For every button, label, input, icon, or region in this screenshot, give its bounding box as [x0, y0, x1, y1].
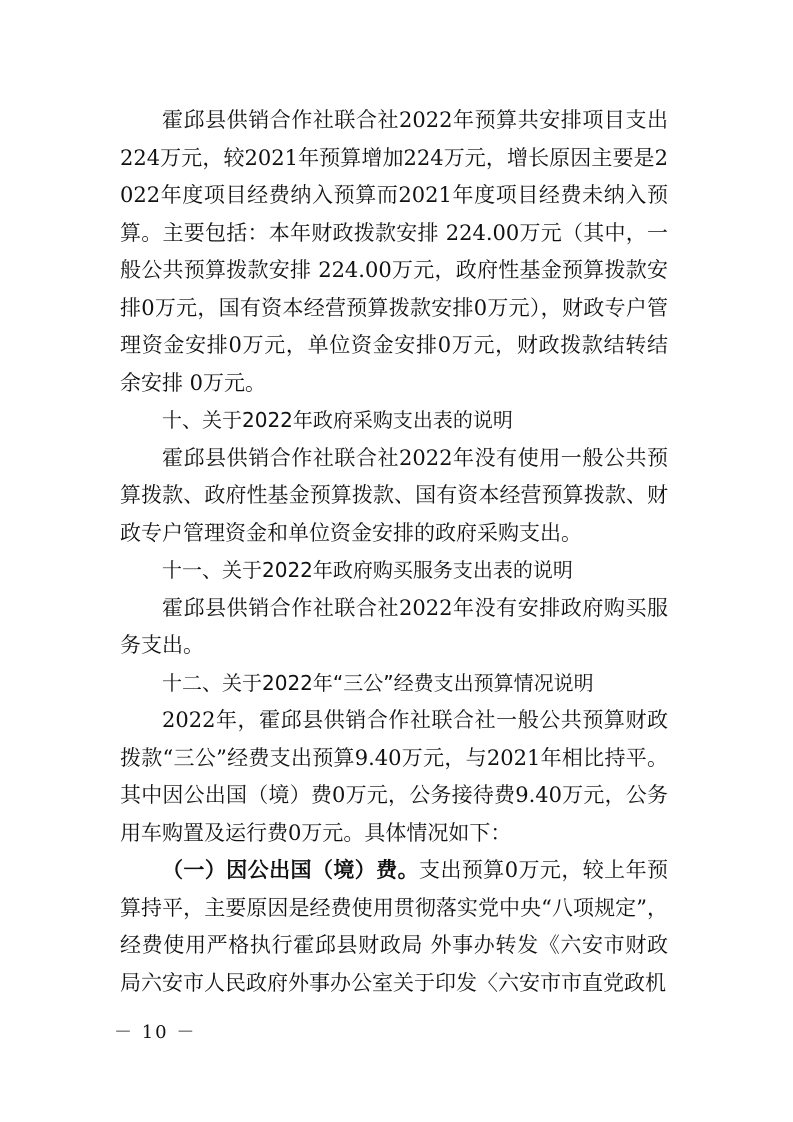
heading-section-10: 十、关于2022年政府采购支出表的说明 [162, 408, 513, 432]
paragraph-project-expenditure: 霍邱县供销合作社联合社2022年预算共安排项目支出224万元，较2021年预算增加224万元，增长原因主要是2022年度项目经费纳入预算而2021年度项目经费未纳入预算。主要包括：本年财政拨款安排 224.00万元（其中，一般公共预算拨款安排 224.00万元，政府性基金预算拨款安排0万元，国有资本经营预算拨款安排0万元），财政专户管理资金安排0万元，单位资金安排0万元，财政拨款结转结余安排 0万元。 [120, 108, 668, 395]
paragraph-service-purchase: 霍邱县供销合作社联合社2022年没有安排政府购买服务支出。 [120, 595, 668, 657]
page-number: － 10 － [114, 1022, 197, 1043]
document-body [120, 102, 668, 1002]
overseas-travel-body: 支出预算0万元，较上年预算持平，主要原因是经费使用贯彻落实党中央“八项规定”，经费使用严格执行霍邱县财政局 外事办转发《六安市财政局六安市人民政府外事办公室关于印发〈六安市市直党政机 [120, 858, 668, 995]
heading-section-12: 十二、关于2022年“三公”经费支出预算情况说明 [162, 670, 594, 695]
overseas-travel-lead: （一）因公出国（境）费。 [162, 858, 420, 882]
heading-section-11: 十一、关于2022年政府购买服务支出表的说明 [162, 558, 573, 582]
paragraph-three-public-expenses: 2022年，霍邱县供销合作社联合社一般公共预算财政拨款“三公”经费支出预算9.40万元，与2021年相比持平。其中因公出国（境）费0万元，公务接待费9.40万元，公务用车购置及运行费0万元。具体情况如下： [120, 708, 668, 845]
paragraph-procurement: 霍邱县供销合作社联合社2022年没有使用一般公共预算拨款、政府性基金预算拨款、国有资本经营预算拨款、财政专户管理资金和单位资金安排的政府采购支出。 [120, 445, 668, 545]
paragraph-overseas-travel [120, 852, 668, 1002]
